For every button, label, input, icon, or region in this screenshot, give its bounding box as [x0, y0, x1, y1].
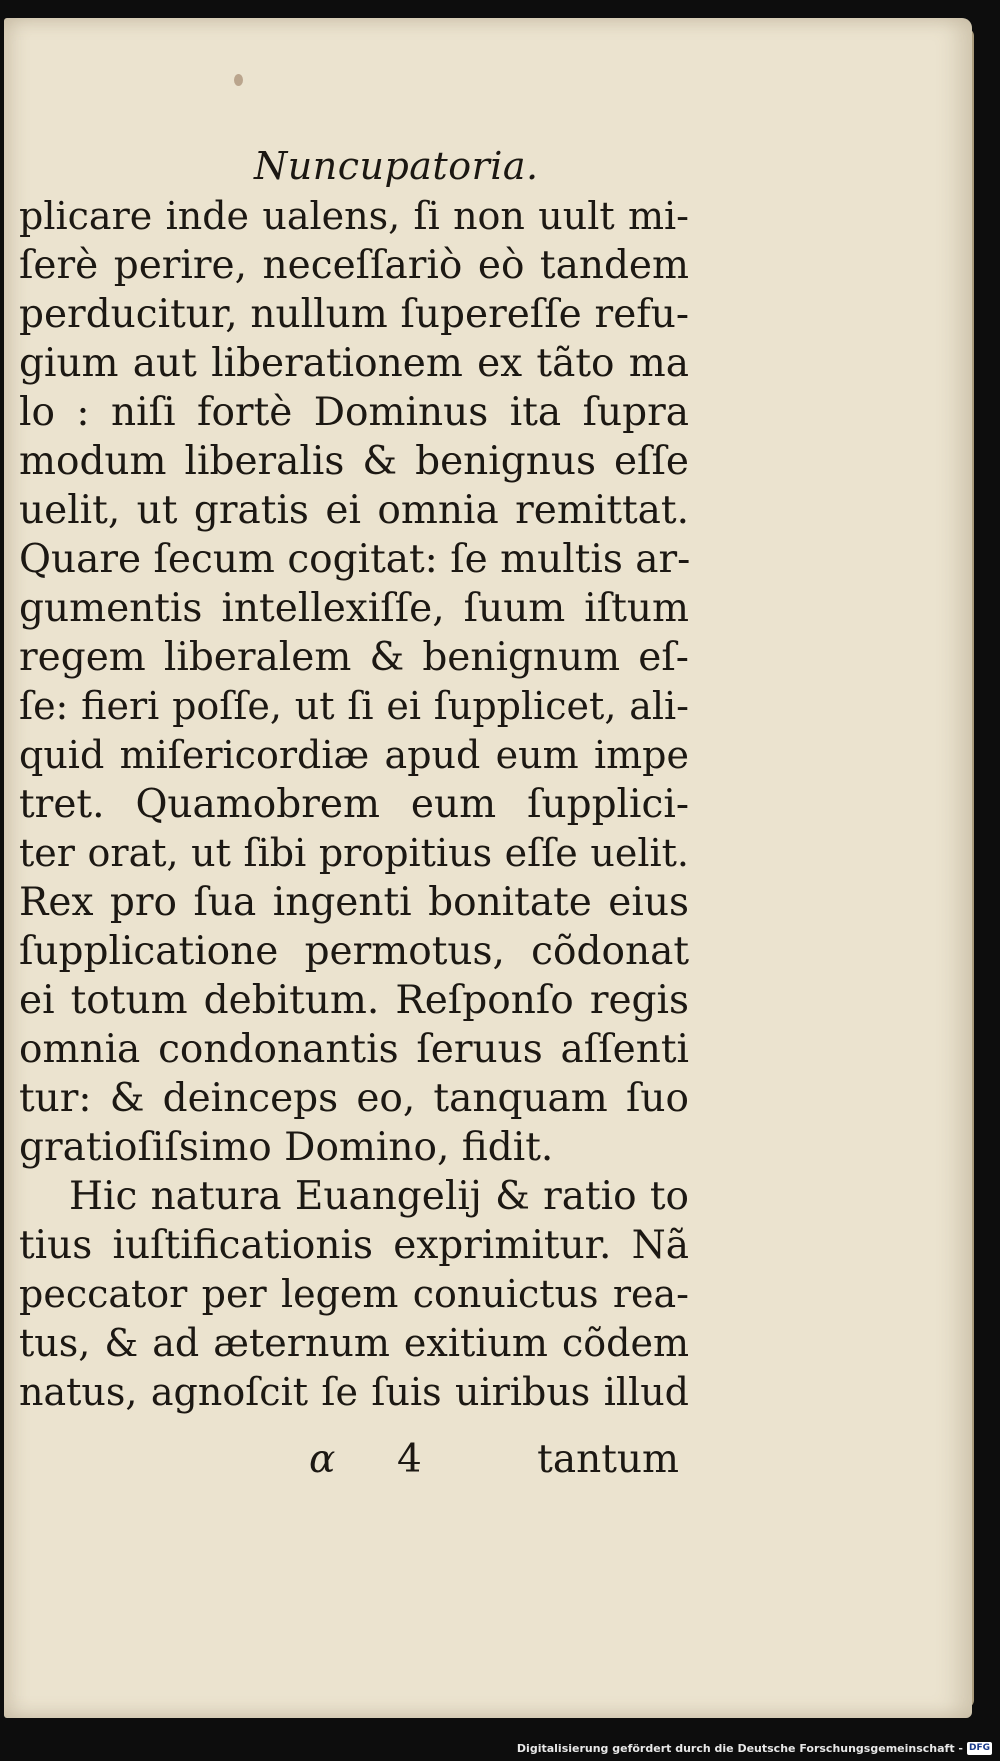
text-line-9: gumentis intellexiſſe, ſuum iſtum [19, 586, 689, 631]
text-line-7: uelit, ut gratis ei omnia remittat. [19, 488, 689, 533]
book-page [4, 18, 972, 1718]
text-line-21: Hic natura Euangelij & ratio to [69, 1174, 689, 1219]
text-line-16: ſupplicatione permotus, cõdonat [19, 929, 689, 974]
dfg-logo-icon: DFG [968, 1743, 990, 1753]
catchline [309, 1437, 679, 1487]
signature-mark: α [309, 1437, 336, 1482]
text-line-24: tus, & ad æternum exitium cõdem [19, 1321, 689, 1365]
text-line-2: ſerè perire, neceſſariò eò tandem [19, 243, 689, 288]
text-block [19, 192, 689, 1417]
text-line-18: omnia condonantis ſeruus aſſenti [19, 1027, 689, 1072]
text-line-6: modum liberalis & benignus eſſe [19, 439, 689, 484]
text-line-10: regem liberalem & benignum eſ- [19, 635, 689, 680]
text-line-1: plicare inde ualens, ſi non uult mi- [19, 194, 689, 238]
text-line-12: quid miſericordiæ apud eum impe [19, 733, 689, 777]
text-line-20: gratioſiſsimo Domino, fidit. [19, 1125, 554, 1170]
text-line-3: perducitur, nullum ſupereſſe refu- [19, 292, 689, 337]
text-line-19: tur: & deinceps eo, tanquam ſuo [19, 1076, 689, 1121]
text-line-8: Quare ſecum cogitat: ſe multis ar- [19, 537, 691, 582]
text-line-4: gium aut liberationem ex tãto ma [19, 341, 689, 386]
text-line-15: Rex pro ſua ingenti bonitate eius [19, 880, 689, 925]
text-line-22: tius iuſtificationis exprimitur. Nã [19, 1223, 689, 1268]
credit-text: Digitalisierung gefördert durch die Deutsche Forschungsgemeinschaft - [516, 1742, 963, 1755]
text-line-11: ſe: fieri poſſe, ut ſi ei ſupplicet, ali- [19, 684, 689, 728]
text-line-25: natus, agnoſcit ſe ſuis uiribus illud [19, 1370, 689, 1414]
page-number: 4 [397, 1437, 422, 1482]
text-line-23: peccator per legem conuictus rea- [19, 1272, 689, 1316]
paper-stain [234, 74, 243, 86]
text-line-17: ei totum debitum. Reſponſo regis [19, 978, 689, 1023]
digitization-credit [517, 1742, 992, 1755]
text-line-14: ter orat, ut ſibi propitius eſſe uelit. [19, 831, 689, 875]
catchword: tantum [537, 1437, 679, 1482]
text-line-13: tret. Quamobrem eum ſupplici- [19, 782, 689, 827]
text-line-5: lo : niſi fortè Dominus ita ſupra [19, 390, 689, 435]
running-head: Nuncupatoria. [254, 144, 539, 188]
